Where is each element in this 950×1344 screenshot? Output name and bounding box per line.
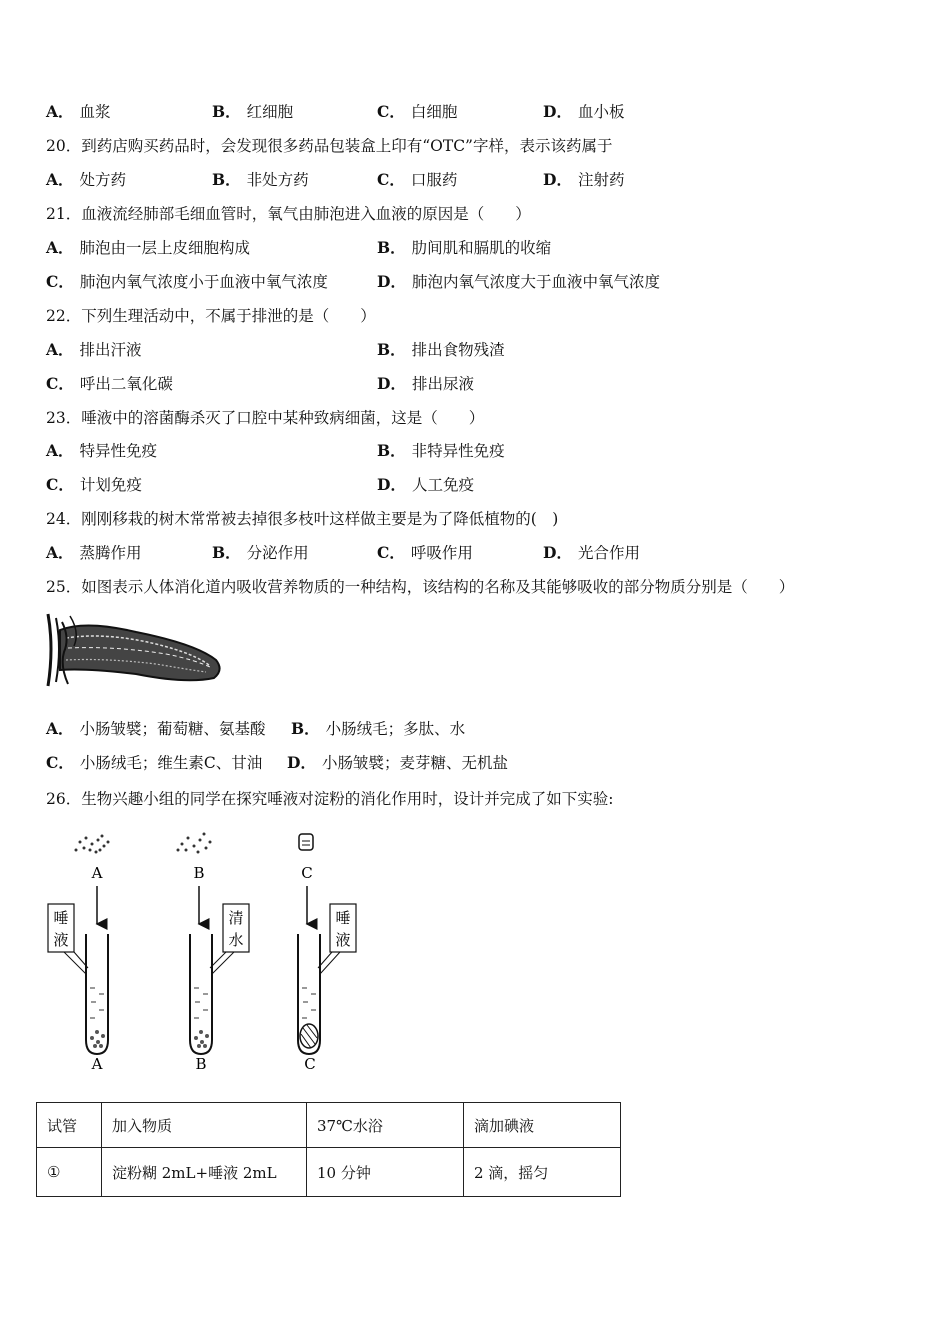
option-b: B． 排出食物残渣 [377,340,505,359]
table-header-cell: 加入物质 [102,1103,307,1148]
option-c: C． 呼出二氧化碳 [46,374,173,393]
option-c: C． 计划免疫 [46,475,142,494]
tube-a-group [48,835,110,1074]
table-row [37,1148,621,1197]
question-23-stem: 23．唾液中的溶菌酶杀灭了口腔中某种致病细菌，这是（ ） [46,409,485,427]
liquid-label-b: 水 [228,931,244,949]
table-cell: 10 分钟 [307,1148,464,1197]
table-cell: 淀粉糊 2mL+唾液 2mL [102,1148,307,1197]
tube-c-bottom-label: C [304,1055,316,1073]
experiment-figure [40,822,380,1078]
option-b: B． 非特异性免疫 [377,441,505,460]
villus-figure [46,608,226,690]
liquid-label-c: 液 [335,931,351,949]
liquid-label-b: 清 [228,909,244,927]
option-c: C． 肺泡内氧气浓度小于血液中氧气浓度 [46,272,328,291]
question-20-stem: 20．到药店购买药品时，会发现很多药品包装盒上印有“OTC”字样，表示该药属于 [46,137,613,155]
tube-a-bottom-label: A [91,1055,103,1073]
option-d: D． 肺泡内氧气浓度大于血液中氧气浓度 [377,272,660,291]
liquid-label-a: 唾 [53,909,69,927]
liquid-label-a: 液 [53,931,69,949]
starch-crumbs-icon [75,835,110,854]
question-22-stem: 22．下列生理活动中，不属于排泄的是（ ） [46,307,376,325]
option-b: B． 肋间肌和膈肌的收缩 [377,238,552,257]
option-a: A． 血浆 [46,102,111,121]
table-header-cell: 试管 [37,1103,102,1148]
table-header-cell: 滴加碘液 [464,1103,621,1148]
tube-b-bottom-label: B [195,1055,207,1073]
option-b: B． 非处方药 [212,170,309,189]
liquid-label-c: 唾 [335,909,351,927]
option-d: D． 注射药 [543,170,625,189]
table-cell: 2 滴，摇匀 [464,1148,621,1197]
option-a: A． 蒸腾作用 [46,543,142,562]
option-d: D． 小肠皱襞；麦芽糖、无机盐 [287,753,508,772]
option-b: B． 分泌作用 [212,543,309,562]
question-26-stem: 26．生物兴趣小组的同学在探究唾液对淀粉的消化作用时，设计并完成了如下实验: [46,790,614,808]
option-a: A． 肺泡由一层上皮细胞构成 [46,238,251,257]
option-b: B． 红细胞 [212,102,294,121]
tube-b-top-label: B [193,864,205,882]
question-24-stem: 24．刚刚移栽的树木常常被去掉很多枝叶这样做主要是为了降低植物的( ) [46,510,559,528]
starch-crumbs-icon [177,833,212,854]
tube-c-top-label: C [301,864,313,882]
experiment-table [36,1102,621,1197]
option-b: B． 小肠绒毛；多肽、水 [291,719,466,738]
option-d: D． 人工免疫 [377,475,474,494]
option-c: C． 呼吸作用 [377,543,473,562]
table-header-row [37,1103,621,1148]
option-c: C． 白细胞 [377,102,458,121]
option-d: D． 排出尿液 [377,374,474,393]
tube-b-group [177,833,250,1074]
option-a: A． 排出汗液 [46,340,142,359]
option-c: C． 小肠绒毛；维生素C、甘油 [46,753,263,772]
tube-a-top-label: A [91,864,103,882]
question-25-stem: 25．如图表示人体消化道内吸收营养物质的一种结构，该结构的名称及其能够吸收的部分物质分别是（ ） [46,578,795,596]
option-a: A． 特异性免疫 [46,441,158,460]
option-d: D． 光合作用 [543,543,640,562]
option-a: A． 小肠皱襞；葡萄糖、氨基酸 [46,719,266,738]
option-d: D． 血小板 [543,102,625,121]
table-cell: ① [37,1148,102,1197]
tube-c-group [298,834,356,1073]
option-c: C． 口服药 [377,170,458,189]
option-a: A． 处方药 [46,170,127,189]
table-header-cell: 37℃水浴 [307,1103,464,1148]
question-21-stem: 21．血液流经肺部毛细血管时，氧气由肺泡进入血液的原因是（ ） [46,205,531,223]
starch-block-icon [299,834,313,850]
